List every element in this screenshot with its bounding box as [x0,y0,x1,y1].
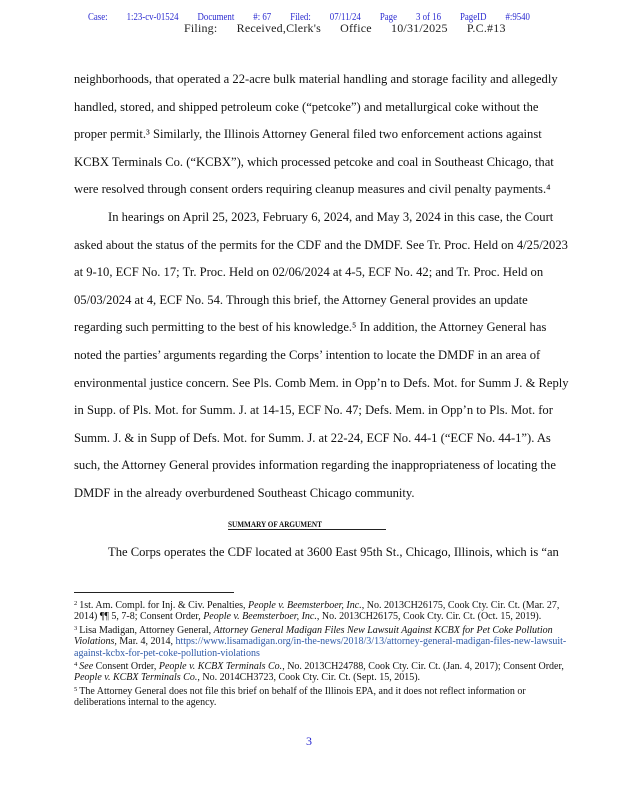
footnote-divider [74,592,234,593]
body-line: environmental justice concern. See Pls. Comb Mem. in Opp’n to Defs. Mot. for Summ J. & Reply [74,375,569,390]
case-name: People v. Beemsterboer, Inc. [248,600,362,611]
case-number: 1:23-cv-01524 [126,12,179,23]
body-line: in Supp. of Pls. Mot. for Summ. J. at 14-15, ECF No. 47; Defs. Mem. in Opp’n to Pls. Mot. for [74,403,553,418]
document-label: Document [197,12,235,23]
body-line: asked about the status of the permits for the CDF and the DMDF. See Tr. Proc. Held on 4/25/2023 [74,237,568,252]
footnote-text: 1st. Am. Compl. for Inj. & Civ. Penalties, [79,600,249,611]
stamp-pc-number: P.C.#13 [466,21,506,35]
summary-first-line: The Corps operates the CDF located at 3600 East 95th St., Chicago, Illinois, which is “an [108,545,559,559]
footnote-text: , No. 2014CH3723, Cook Cty. Cir. Ct. (Sept. 15, 2015). [197,672,421,684]
body-line: at 9-10, ECF No. 17; Tr. Proc. Held on 02/06/2024 at 4-5, ECF No. 42; and Tr. Proc. Held on [74,265,544,280]
footnote-text: Lisa Madigan, Attorney General, [79,624,214,636]
stamp-received: Received,Clerk's [236,21,321,35]
footnote-text: Consent Order, [93,661,159,673]
document-number: #: 67 [253,12,272,23]
body-line: such, the Attorney General provides information regarding the inappropriateness of locating the [74,458,556,473]
footnote-mark: 5 [74,685,78,693]
body-line: 05/03/2024 at 4, ECF No. 54. Through this brief, the Attorney General provides an update [74,292,528,307]
case-name: People v. KCBX Terminals Co. [74,672,198,684]
brief-body [74,70,584,512]
article-title: Attorney General Madigan Files New Lawsuit Against KCBX for Pet Coke Pollution Violations, [74,624,553,648]
signal-word: See [79,661,94,673]
body-line: Summ. J. & in Supp of Defs. Mot. for Summ. J. at 22-24, ECF No. 44-1 (“ECF No. 44-1”). As [74,430,551,445]
body-line: DMDF in the already overburdened Southeast Chicago community. [74,485,415,500]
footnote-2 [74,598,574,623]
footnote-url-link[interactable]: https://www.lisamadigan.org/in-the-news/2018/3/13/attorney-general-madigan-files-new-lawsuit-against-kcbx-for-pet-coke-pollution-violations [74,636,567,659]
footnote-text: , No. 2013CH26175, Cook Cty. Cir. Ct. (Oct. 15, 2019). [316,611,542,623]
case-name: People v. KCBX Terminals Co. [158,661,283,673]
body-line: KCBX Terminals Co. (“KCBX”), which processed petcoke and coal in Southeast Chicago, that [74,154,554,169]
filed-date: 07/11/24 [329,12,361,23]
page-number: 3 [306,734,312,748]
pageid-number: #:9540 [505,12,530,23]
page-label: Page [379,12,397,23]
footnotes [74,598,574,709]
footnote-text: , No. 2013CH26175, Cook Cty. Cir. Ct. (Mar. 27, 2014) ¶¶ 5, 7-8; Consent Order, [74,600,560,623]
section-heading: SUMMARY OF ARGUMENT [228,519,322,529]
stamp-date: 10/31/2025 [391,21,448,35]
page-count: 3 of 16 [415,12,441,23]
received-stamp-line [184,21,522,36]
footnote-mark: 4 [74,661,78,669]
footnote-text: The Attorney General does not file this brief on behalf of the Illinois EPA, and it does not reflect information or deliberations internal to the agency. [74,685,526,709]
body-line: noted the parties’ arguments regarding the Corps’ intention to locate the DMDF in an area of [74,347,541,362]
body-line: regarding such permitting to the best of his knowledge.⁵ In addition, the Attorney General has [74,320,547,335]
filed-label: Filed: [290,12,311,23]
body-line: handled, stored, and shipped petroleum coke (“petcoke”) and metallurgical coke without the [74,99,539,114]
body-line: proper permit.³ Similarly, the Illinois Attorney General filed two enforcement actions against [74,127,542,142]
footnote-mark: 3 [74,624,78,632]
pageid-label: PageID [459,12,487,23]
footnote-text: Mar. 4, 2014, [116,636,176,648]
footnote-3 [74,623,574,659]
body-line: neighborhoods, that operated a 22-acre bulk material handling and storage facility and allegedly [74,72,558,86]
section-heading-underline [228,519,386,530]
footnote-5 [74,684,574,709]
court-filing-header [0,0,618,40]
stamp-filing: Filing: [184,21,218,35]
footnote-text: , No. 2013CH24788, Cook Cty. Cir. Ct. (Jan. 4, 2017); Consent Order, [282,661,564,673]
body-line: In hearings on April 25, 2023, February 6, 2024, and May 3, 2024 in this case, the Court [108,209,554,224]
case-label: Case: [88,12,108,23]
footnote-4 [74,659,574,684]
stamp-office: Office [340,21,372,35]
body-line: were resolved through consent orders requiring cleanup measures and civil penalty payments.⁴ [74,182,551,197]
case-name: People v. Beemsterboer, Inc. [203,611,317,623]
footnote-mark: 2 [74,600,78,607]
